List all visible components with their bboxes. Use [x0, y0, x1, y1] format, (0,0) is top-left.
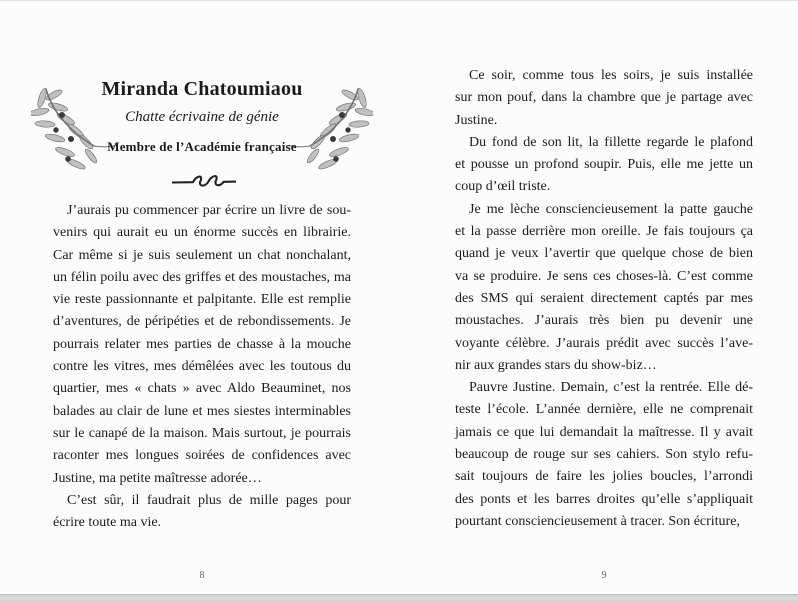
text-line: jamais ce que lui demandait la maîtresse. Il y avait	[455, 424, 753, 440]
window-bottom-edge	[0, 594, 798, 601]
author-affiliation: Membre de l’Académie française	[107, 139, 297, 154]
text-line: et la passe derrière mon oreille. Je fais toujours ça	[455, 224, 753, 240]
text-line: pourtant consciencieusement à tracer. Son écriture,	[455, 513, 740, 529]
text-line: contre les vitres, mes démêlées avec les toutous du	[53, 359, 351, 375]
left-page-text	[53, 200, 351, 534]
flourish-divider-icon	[172, 173, 236, 191]
text-line: Car même si je suis seulement un chat nonchalant,	[53, 247, 351, 263]
text-line: Je me lèche consciencieusement la patte gauche	[469, 201, 753, 217]
author-subtitle: Chatte écrivaine de génie	[125, 109, 279, 125]
text-line: et pousse un profond soupir. Puis, elle me jette un	[455, 157, 753, 173]
page-number-left: 8	[199, 570, 205, 581]
text-line: d’aventures, de péripéties et de rebondissements. Je	[53, 314, 351, 330]
page-right	[399, 1, 798, 601]
text-line: sait toujours de faire les jolies boucles, l’arrondi	[455, 469, 753, 485]
text-line: pourrais relater mes parties de chasse à la mouche	[53, 336, 351, 352]
text-line: Ce soir, comme tous les soirs, je suis installée	[469, 68, 753, 83]
text-line: balades au clair de lune et mes siestes interminables	[53, 403, 351, 419]
text-line: teste l’école. L’année dernière, elle ne comprenait	[455, 402, 753, 418]
text-line: Du fond de son lit, la fillette regarde le plafond	[469, 134, 753, 150]
text-line: quand je veux l’avertir que quelque chose de bien	[455, 246, 753, 262]
text-line: Justine.	[455, 112, 498, 128]
text-line: J’aurais pu commencer par écrire un livre de sou-	[67, 203, 351, 218]
text-line: coup d’œil triste.	[455, 179, 551, 195]
text-line: Justine, ma petite maîtresse adorée…	[53, 470, 262, 486]
text-line: venirs qui aurait eu un énorme succès en librairie.	[53, 225, 351, 241]
text-line: écrire toute ma vie.	[53, 515, 162, 531]
text-line: un félin poilu avec des griffes et des moustaches, ma	[53, 269, 351, 285]
text-line: va se produire. Je sens ces choses-là. C’est comme	[455, 268, 753, 284]
text-line: des ponts et les barres droites qu’elle s’appliquait	[455, 491, 753, 507]
text-line: raconter mes longues soirées de confidences avec	[53, 448, 351, 464]
text-line: nir aux grandes stars du show-biz…	[455, 357, 657, 373]
author-name: Miranda Chatoumiaou	[101, 78, 303, 100]
text-line: beaucoup de rouge sur ses cahiers. Son stylo refu-	[455, 447, 753, 463]
text-line: sur mon pouf, dans la chambre que je partage avec	[455, 90, 753, 106]
text-line: moustaches. J’aurais très bien pu devenir une	[455, 313, 753, 329]
text-line: voyante célèbre. J’aurais prédit avec succès l’ave-	[455, 335, 753, 351]
text-line: C’est sûr, il faudrait plus de mille pages pour	[67, 492, 351, 508]
text-line: sur le canapé de la maison. Mais surtout, je pourrais	[53, 425, 351, 441]
text-line: des SMS qui seraient directement captés par mes	[455, 290, 753, 306]
text-line: quartier, mes « chats » avec Aldo Beauminet, nos	[53, 381, 351, 397]
right-page-text	[455, 65, 753, 533]
text-line: Pauvre Justine. Demain, c’est la rentrée. Elle dé-	[469, 380, 753, 396]
text-line: vie reste passionnante et palpitante. Elle est remplie	[53, 292, 351, 308]
page-left	[0, 1, 399, 601]
page-number-right: 9	[601, 570, 607, 581]
